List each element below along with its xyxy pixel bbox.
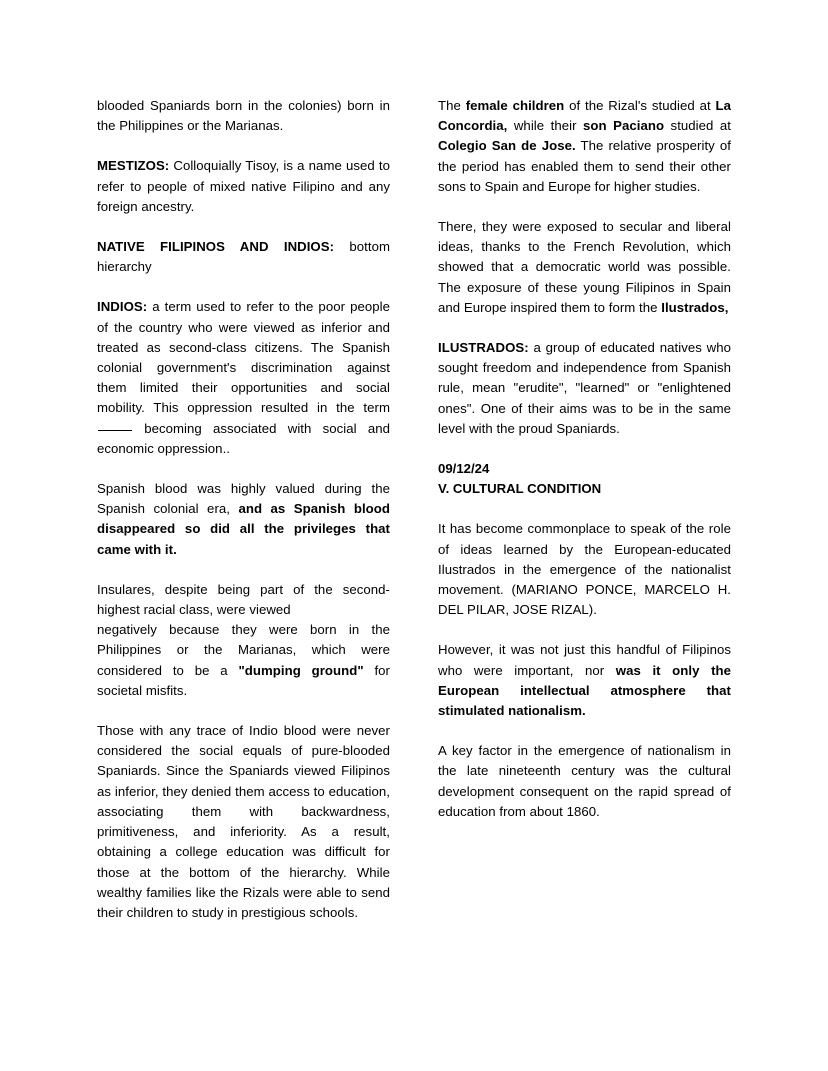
p-indios [97,297,390,459]
p-ilustrados [438,338,731,439]
p-insulares [97,580,390,701]
p-indio-blood [97,721,390,923]
emphasis-text: Ilustrados, [661,299,729,315]
body-text: There, they were exposed to secular and liberal ideas, thanks to the French Revolution, which showed that a democratic world was possible. The exposure of these young Filipinos in Spain and Europe inspired them to form the [438,219,731,315]
emphasis-text: MESTIZOS: [97,158,170,174]
p-female-children [438,96,731,197]
p-blooded-spaniards [97,96,390,136]
p-commonplace [438,519,731,620]
body-text: of the Rizal's studied at [564,98,716,113]
body-text: for societal misfits. [97,662,390,698]
p-spanish-blood [97,479,390,560]
body-text: Insulares, despite being part of the second-highest racial class, were viewed [97,581,390,618]
body-text: The [438,98,466,113]
emphasis-text: and as Spanish blood disappeared so did all the privileges that came with it. [97,501,390,557]
body-text: blooded Spaniards born in the colonies) born in the Philippines or the Marianas. [97,98,390,134]
body-text: while their [507,118,584,134]
p-however [438,640,731,721]
left-text-column [97,96,390,923]
p-mestizos [97,156,390,217]
body-text: Colloquially Tisoy, is a name used to refer to people of mixed native Filipino and any foreign ancestry. [97,158,390,214]
body-text: Spanish blood was highly valued during the Spanish colonial era, [97,481,390,517]
body-text: However, it was not just this handful of Filipinos who were important, nor [438,642,731,678]
emphasis-text: "dumping ground" [238,662,364,678]
p-native-filipinos [97,237,390,277]
p-secular-liberal [438,217,731,318]
emphasis-text: INDIOS: [97,299,148,315]
emphasis-text: NATIVE FILIPINOS AND INDIOS: [97,239,335,255]
fill-in-blank [98,430,132,431]
body-text: a term used to refer to the poor people of the country who were viewed as inferior and treated as second-class citizens. The Spanish colonial government's discrimination against them limited their opportunities and social mobility. This oppression resulted in the term [97,299,390,416]
section-header [438,459,731,499]
emphasis-text: ILUSTRADOS: [438,340,529,356]
section-date: 09/12/24 [438,461,490,477]
body-text: negatively because they were born in the Philippines or the Marianas, which were considered to be a [97,622,390,678]
emphasis-text: female children [465,98,565,113]
body-text: becoming associated with social and economic oppression.. [97,420,390,456]
right-text-column [438,96,731,822]
section-title: V. CULTURAL CONDITION [438,481,602,497]
emphasis-text: Colegio San de Jose. [438,138,576,154]
p-key-factor [438,741,731,822]
body-text: a group of educated natives who sought freedom and independence from Spanish rule, mean "erudite", "learned" or "enlightened ones". One of their aims was to be in the same level with the proud Spaniards. [438,340,731,436]
emphasis-text: was it only the European intellectual atmosphere that stimulated nationalism. [438,662,732,719]
two-column-body [97,96,731,923]
emphasis-text: son Paciano [583,118,665,134]
emphasis-text: La Concordia, [438,98,731,134]
body-text: studied at [664,118,732,134]
body-text: A key factor in the emergence of nationalism in the late nineteenth century was the cultural development consequent on the rapid spread of education from about 1860. [438,743,731,819]
body-text: Those with any trace of Indio blood were never considered the social equals of pure-blooded Spaniards. Since the Spaniards viewed Filipinos as inferior, they denied them access to education, associating them with backwardness, primitiveness, and inferiority. As a result, obtaining a college education was difficult for those at the bottom of the hierarchy. While wealthy families like the Rizals were able to send their children to study in prestigious schools. [97,723,390,920]
body-text: It has become commonplace to speak of the role of ideas learned by the European-educated Ilustrados in the emergence of the nationalist movement. (MARIANO PONCE, MARCELO H. DEL PILAR, JOSE RIZAL). [438,521,731,618]
body-text: The relative prosperity of the period has enabled them to send their other sons to Spain and Europe for higher studies. [438,138,731,194]
body-text: bottom hierarchy [97,239,390,275]
